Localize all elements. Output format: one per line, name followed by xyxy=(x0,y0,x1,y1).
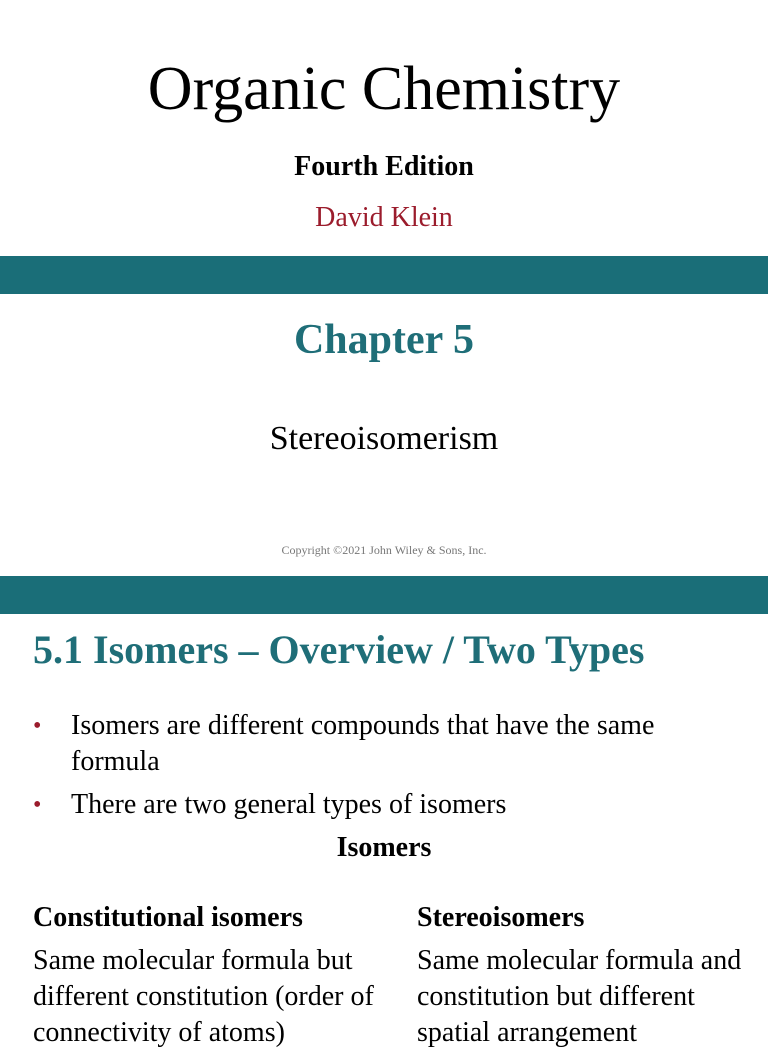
column-heading: Constitutional isomers xyxy=(33,902,303,933)
bullet-item xyxy=(33,708,733,780)
author-name: David Klein xyxy=(315,202,453,233)
bullet-icon: • xyxy=(33,713,42,739)
section-title: 5.1 Isomers – Overview / Two Types xyxy=(33,627,645,672)
chapter-label: Chapter 5 xyxy=(293,317,475,363)
column-heading: Stereoisomers xyxy=(417,902,585,933)
divider-band-bottom xyxy=(0,576,768,614)
bullet-item xyxy=(33,787,733,823)
edition-label: Fourth Edition xyxy=(294,151,474,182)
bullet-text: There are two general types of isomers xyxy=(71,789,507,820)
chapter-subtitle: Stereoisomerism xyxy=(269,420,499,457)
bullet-icon: • xyxy=(33,792,42,818)
copyright-notice: Copyright ©2021 John Wiley & Sons, Inc. xyxy=(281,543,487,557)
isomers-heading: Isomers xyxy=(336,832,432,863)
divider-band-top xyxy=(0,256,768,294)
column-body: Same molecular formula but different constitution (order of connectivity of atoms) xyxy=(33,945,374,1048)
stereoisomers-column xyxy=(417,900,762,1051)
column-body: Same molecular formula and constitution but different spatial arrangement xyxy=(417,945,742,1048)
constitutional-isomers-column xyxy=(33,900,378,1051)
bullet-text: Isomers are different compounds that have the same formula xyxy=(71,710,655,777)
book-title: Organic Chemistry xyxy=(147,55,621,123)
